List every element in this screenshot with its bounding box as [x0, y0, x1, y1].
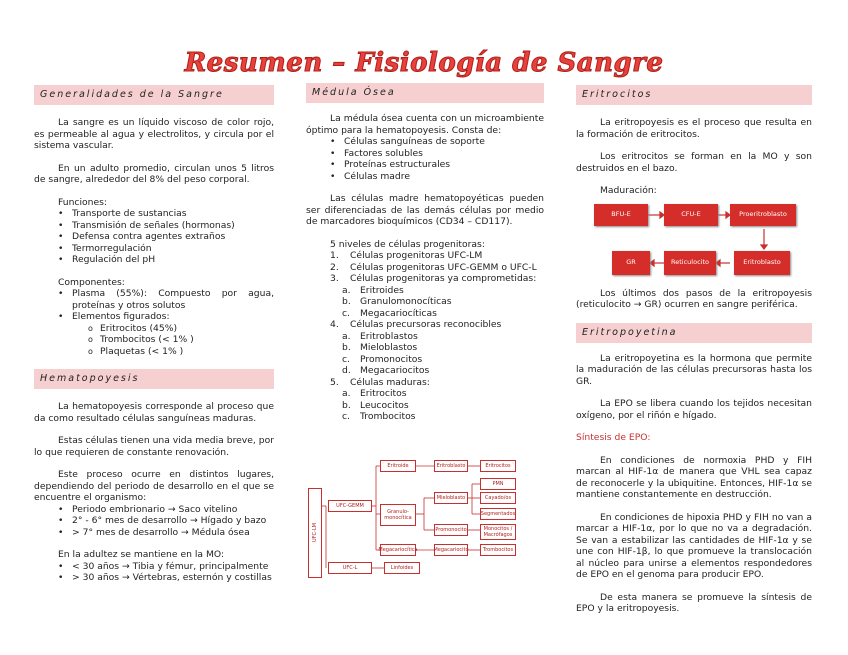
- tree-node-root: UFC-LM: [308, 488, 322, 578]
- list-item: 1. Células progenitoras UFC-LM: [330, 250, 483, 261]
- adultez-label: En la adultez se mantiene en la MO:: [58, 549, 225, 560]
- n5-sublist: [306, 388, 544, 423]
- paragraph: La eritropoyesis es el proceso que resulta en la formación de eritrocitos.: [576, 117, 812, 140]
- column-medula-osea: [306, 83, 544, 423]
- list-item: o Plaquetas (< 1% ): [64, 346, 274, 358]
- tree-node-monocitos: Monocitos / Macrófagos: [480, 524, 516, 540]
- flow-step-cfu-e: CFU-E: [664, 204, 718, 226]
- componentes-list: [34, 288, 274, 323]
- tree-node-gemm: UFC-GEMM: [328, 500, 372, 512]
- list-item: d. Megacariocitos: [342, 365, 430, 376]
- list-item: • Células madre: [306, 171, 544, 183]
- hematopoiesis-tree-diagram: [306, 458, 546, 578]
- list-item: • 2° - 6° mes de desarrollo → Hígado y bazo: [34, 515, 274, 527]
- list-item: o Eritrocitos (45%): [64, 323, 274, 335]
- list-item: • < 30 años → Tibia y fémur, principalmente: [34, 561, 274, 573]
- list-item: a. Eritroblastos: [342, 330, 418, 342]
- flow-step-bfu-e: BFU-E: [594, 204, 648, 226]
- niveles-label: 5 niveles de células progenitoras:: [330, 238, 485, 250]
- list-item: 3. Células progenitoras ya comprometidas:: [330, 273, 537, 284]
- figurados-list: [34, 323, 274, 358]
- list-item: b. Mieloblastos: [342, 342, 418, 353]
- tree-node-granulo: Granulo-monocítica: [380, 504, 416, 526]
- tree-node-eritroblasto: Eritroblasto: [434, 460, 468, 472]
- column-generalidades: [34, 85, 274, 584]
- list-item: • Termorregulación: [34, 243, 274, 255]
- adultez-list: [34, 561, 274, 584]
- paragraph: Estas células tienen una vida media breve, por lo que requieren de constante renovación.: [34, 435, 274, 458]
- tree-node-mieloblasto: Mieloblasto: [434, 492, 468, 504]
- tree-node-eritrocitos: Eritrocitos: [480, 460, 516, 472]
- list-item: 2. Células progenitoras UFC-GEMM o UFC-L: [330, 261, 537, 273]
- page-title: Resumen – Fisiología de Sangre: [184, 48, 664, 78]
- list-item: c. Megacariocíticas: [342, 307, 437, 319]
- tree-node-l: UFC-L: [328, 562, 372, 574]
- paragraph: La médula ósea cuenta con un microambiente óptimo para la hematopoyesis. Consta de:: [306, 113, 544, 136]
- paragraph: La eritropoyetina es la hormona que permite la maduración de las células precursoras hasta los GR.: [576, 352, 812, 387]
- column-eritrocitos: [576, 85, 812, 615]
- section-header-eritrocitos: Eritrocitos: [576, 85, 812, 105]
- list-item: • Transporte de sustancias: [34, 208, 274, 220]
- sintesis-label: Síntesis de EPO:: [576, 432, 651, 443]
- list-item: • Transmisión de señales (hormonas): [34, 220, 274, 232]
- list-item: c. Promonocitos: [342, 353, 423, 365]
- list-item: 5. Células maduras:: [330, 376, 430, 388]
- flow-step-reticulocito: Reticulocito: [664, 251, 716, 275]
- list-item: b. Granulomonocíticas: [342, 296, 452, 307]
- niveles-list-4: [306, 319, 544, 331]
- list-item: a. Eritroides: [342, 284, 404, 296]
- paragraph: Las células madre hematopoyéticas pueden ser diferenciadas de las demás células por medio de marcadores bioquímicos (CD34 – CD117).: [306, 193, 544, 227]
- list-item: • Factores solubles: [306, 148, 544, 160]
- tree-node-linfoides: Linfoides: [384, 562, 420, 574]
- tree-node-mega: Megacariocítica: [380, 544, 416, 556]
- list-item: o Trombocitos (< 1% ): [64, 334, 274, 346]
- tree-node-segmentado: Segmentados: [480, 508, 516, 520]
- list-item: • Regulación del pH: [34, 254, 274, 266]
- flow-step-eritroblasto: Eritroblasto: [734, 251, 790, 275]
- n3-sublist: [306, 285, 544, 320]
- paragraph: Los eritrocitos se forman en la MO y son destruidos en el bazo.: [576, 151, 812, 174]
- funciones-list: [34, 208, 274, 266]
- list-item: b. Leucocitos: [342, 399, 409, 411]
- list-item: • Plasma (55%): Compuesto por agua, proteínas y otros solutos: [34, 288, 274, 311]
- list-item: a. Eritrocitos: [342, 388, 407, 399]
- section-header-eritropoyetina: Eritropoyetina: [576, 323, 812, 343]
- tree-node-promonocito: Promonocito: [434, 524, 468, 536]
- paragraph: La EPO se libera cuando los tejidos necesitan oxígeno, por el riñón e hígado.: [576, 398, 812, 421]
- periodos-list: [34, 504, 274, 539]
- n4-sublist: [306, 331, 544, 377]
- tree-node-eritroide: Eritroide: [380, 460, 416, 472]
- tree-node-pmn: PMN: [480, 478, 516, 490]
- list-item: • Proteínas estructurales: [306, 159, 544, 171]
- tree-node-cayado: Cayado/os: [480, 492, 516, 504]
- list-item: • Elementos figurados:: [34, 311, 274, 323]
- section-header-hematopoyesis: Hematopoyesis: [34, 369, 274, 389]
- niveles-list: [306, 250, 544, 285]
- tree-node-trombocitos: Trombocitos: [480, 544, 516, 556]
- niveles-list-5: [306, 377, 544, 389]
- componentes-label: Componentes:: [58, 276, 125, 288]
- list-item: • Defensa contra agentes extraños: [34, 231, 274, 243]
- section-header-generalidades: Generalidades de la Sangre: [34, 85, 274, 105]
- flow-step-gr: GR: [612, 251, 650, 275]
- paragraph: Los últimos dos pasos de la eritropoyesis (reticulocito → GR) ocurren en sangre periférica.: [576, 287, 812, 310]
- paragraph: La hematopoyesis corresponde al proceso que da como resultado células sanguíneas maduras.: [34, 401, 274, 424]
- paragraph: En condiciones de normoxia PHD y FIH marcan al HIF-1α de manera que VHL sea capaz de reconocerle y la ubiquitine. Entonces, HIF-1α se mantiene constantemente en destrucción.: [576, 454, 812, 500]
- list-item: 4. Células precursoras reconocibles: [330, 319, 502, 330]
- paragraph: La sangre es un líquido viscoso de color rojo, es permeable al agua y electrolitos, y circula por el sistema vascular.: [34, 117, 274, 151]
- paragraph: Este proceso ocurre en distintos lugares, dependiendo del periodo de desarrollo en el que se encuentre el organismo:: [34, 469, 274, 503]
- paragraph: De esta manera se promueve la síntesis de EPO y la eritropoyesis.: [576, 591, 812, 614]
- consta-list: [306, 136, 544, 182]
- paragraph: En un adulto promedio, circulan unos 5 litros de sangre, alrededor del 8% del peso corporal.: [34, 162, 274, 185]
- list-item: • Células sanguíneas de soporte: [306, 136, 544, 148]
- paragraph: En condiciones de hipoxia PHD y FIH no van a marcar a HIF-1α, por lo que no va a degradación. Se van a estabilizar las cantidades de HIF-1α y se une con HIF-1β, lo que promueve la translocación al núcleo para unirse a elementos respondedores de EPO en el genoma para producir EPO.: [576, 511, 812, 580]
- maduracion-flow: [576, 199, 812, 277]
- flow-step-proeritroblasto: Proeritroblasto: [730, 204, 796, 226]
- list-item: c. Trombocitos: [342, 411, 416, 422]
- maduracion-label: Maduración:: [600, 185, 657, 196]
- list-item: • Periodo embrionario → Saco vitelino: [34, 504, 274, 516]
- section-header-medula: Médula Ósea: [306, 83, 544, 103]
- funciones-label: Funciones:: [58, 196, 108, 208]
- list-item: • > 30 años → Vértebras, esternón y costillas: [34, 572, 274, 584]
- list-item: • > 7° mes de desarrollo → Médula ósea: [34, 527, 274, 539]
- tree-node-megacariocito: Megacariocito: [434, 544, 468, 556]
